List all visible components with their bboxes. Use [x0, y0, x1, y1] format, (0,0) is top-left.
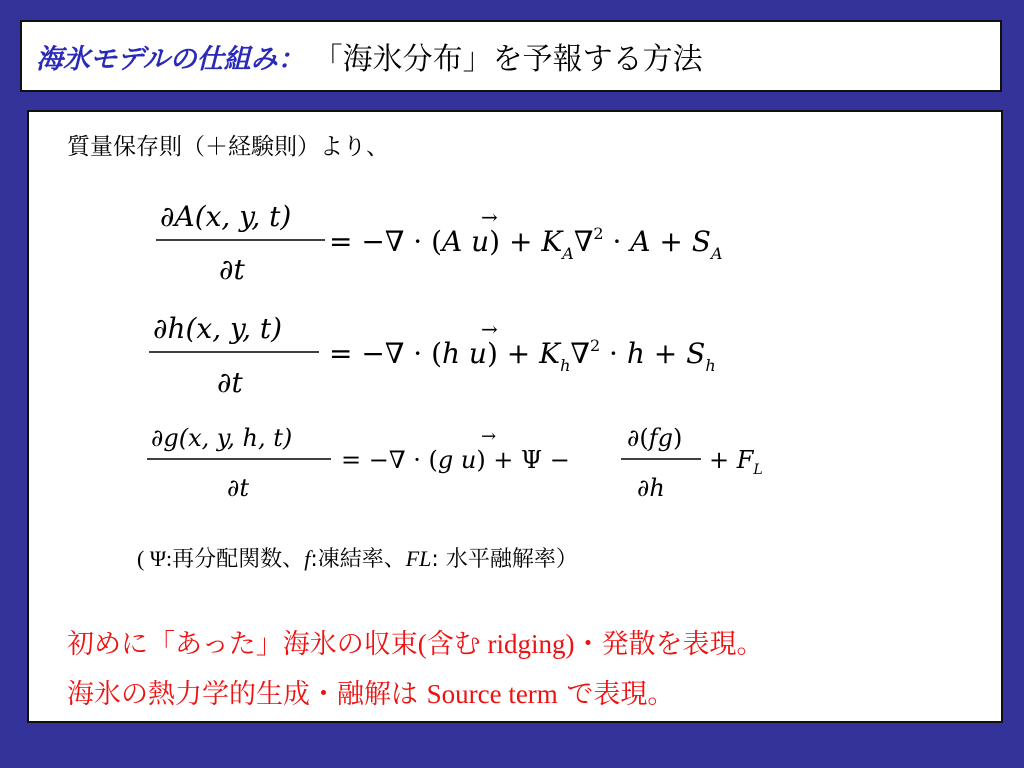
note1-part1: 初めに「あった」海氷の収束	[67, 629, 418, 660]
note-convergence	[67, 622, 763, 661]
eq1-denominator: ∂t	[219, 253, 245, 286]
legend-f-desc: :凍結率、	[310, 547, 406, 572]
legend-fl-desc: : 水平融解率）	[431, 547, 578, 572]
equation-3	[147, 424, 763, 502]
eq3-numerator: ∂g(x, y, h, t)	[151, 424, 293, 452]
note2-part2: で表現。	[557, 679, 675, 710]
eq3-denominator: ∂t	[227, 474, 250, 502]
equation-2	[149, 312, 716, 399]
intro-text: 質量保存則（＋経験則）より、	[67, 134, 389, 160]
note-thermodynamics	[67, 672, 674, 711]
eq1-vector-arrow: →	[481, 205, 498, 229]
symbol-legend	[137, 542, 578, 573]
eq3-frac-den: ∂h	[637, 474, 665, 502]
eq2-vector-arrow: →	[481, 317, 498, 341]
eq3-rhs: = −∇ · (g u) + Ψ −	[341, 446, 570, 474]
eq1-numerator: ∂A(x, y, t)	[160, 200, 292, 233]
eq2-rhs: = −∇ · (h $u) + K_h\nabla^2 \cdot h + S_h$	[329, 336, 716, 375]
eq3-tail: + $F_L$	[709, 446, 763, 478]
eq2-denominator: ∂t	[217, 366, 243, 399]
eq3-frac-num: ∂(fg)	[627, 424, 683, 452]
content-panel	[27, 110, 1003, 723]
note2-part1: 海氷の熱力学的生成・融解は	[67, 679, 427, 710]
title-prefix: 海氷モデルの仕組み：	[36, 43, 305, 75]
note2-source-term: Source term	[426, 679, 558, 709]
page-title: 「海氷分布」を予報する方法	[312, 42, 703, 77]
eq3-vector-arrow: →	[481, 426, 497, 447]
title-bar	[20, 20, 1002, 92]
equation-1	[156, 200, 723, 286]
eq2-numerator: ∂h(x, y, t)	[153, 312, 283, 345]
note1-part2: ・発散を表現。	[574, 629, 764, 660]
note1-ridging: ridging)	[487, 629, 575, 659]
eq1-rhs: = −∇ · (A $u) + K_A\nabla^2 \cdot A + S_A$	[329, 224, 723, 263]
note1-paren: (含む	[417, 629, 488, 659]
legend-psi: ( Ψ:	[137, 546, 173, 571]
legend-fl-symbol: FL	[405, 546, 432, 571]
legend-f-symbol: f	[304, 546, 311, 571]
legend-psi-desc: 再分配関数、	[172, 547, 305, 572]
